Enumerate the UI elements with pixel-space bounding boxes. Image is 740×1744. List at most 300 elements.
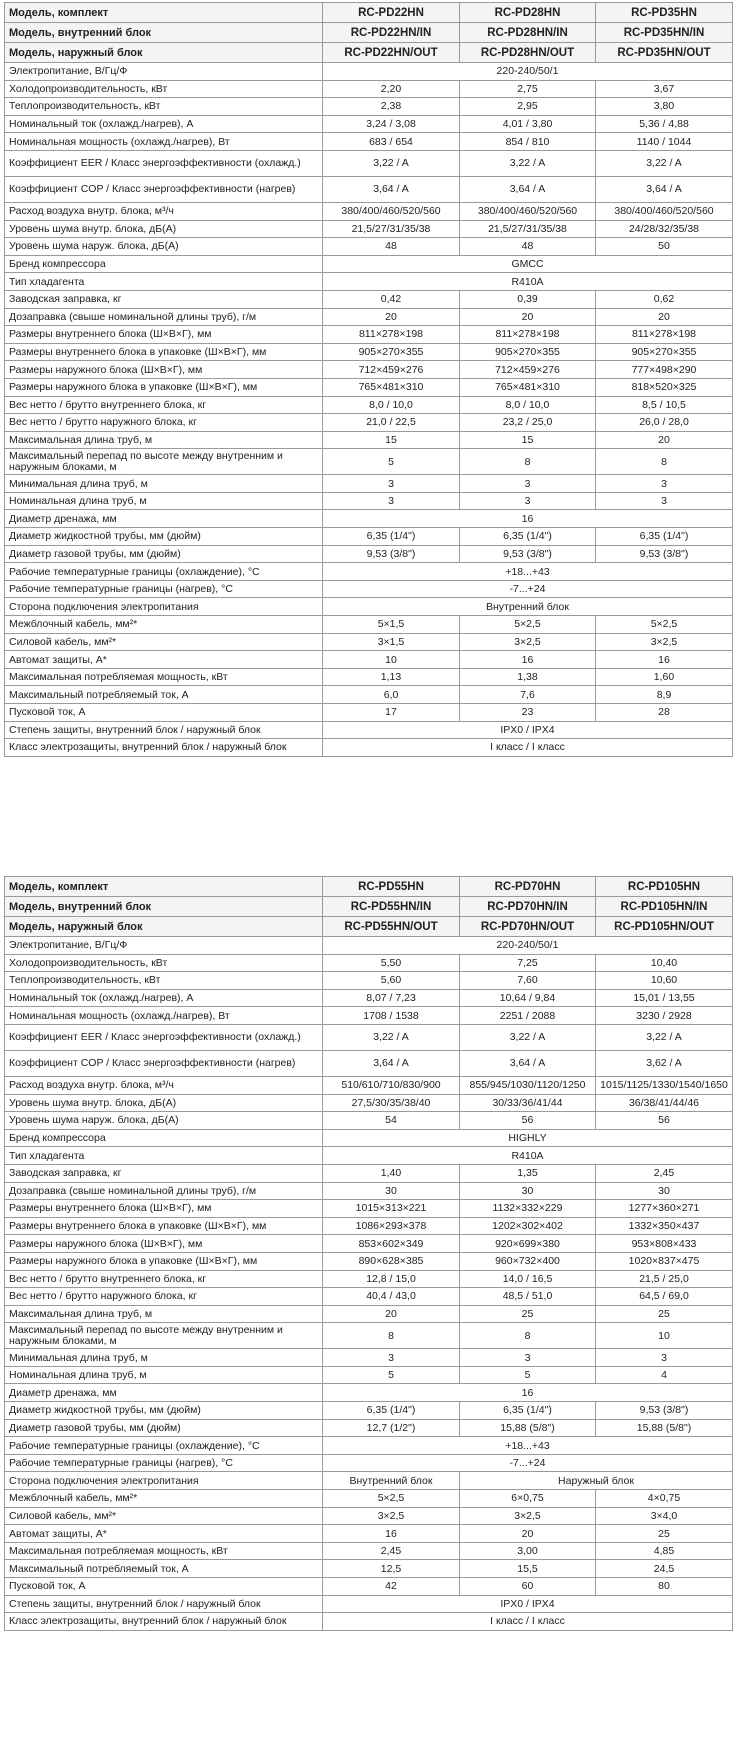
cell-value: 20 [460, 308, 596, 326]
row-label: Вес нетто / брутто внутреннего блока, кг [5, 1270, 323, 1288]
row-label: Тип хладагента [5, 273, 323, 291]
table-row [5, 308, 733, 326]
cell-value: 20 [596, 308, 733, 326]
cell-value: 3×2,5 [460, 633, 596, 651]
table-row [5, 238, 733, 256]
row-label: Уровень шума внутр. блока, дБ(А) [5, 1094, 323, 1112]
table-row [5, 1129, 733, 1147]
cell-value: +18...+43 [323, 563, 733, 581]
table-row [5, 1305, 733, 1323]
table-row [5, 1076, 733, 1094]
cell-value: 1,13 [323, 668, 460, 686]
cell-value: 54 [323, 1112, 460, 1130]
cell-value: 14,0 / 16,5 [460, 1270, 596, 1288]
model-name: RC-PD55HN/OUT [323, 917, 460, 937]
table-row [5, 954, 733, 972]
table-row [5, 1323, 733, 1349]
cell-value: 3 [323, 1349, 460, 1367]
table-row [5, 80, 733, 98]
cell-value: 1,35 [460, 1164, 596, 1182]
cell-value: 2,45 [596, 1164, 733, 1182]
row-label: Максимальный потребляемый ток, А [5, 1560, 323, 1578]
table-row [5, 1217, 733, 1235]
cell-value: 48,5 / 51,0 [460, 1288, 596, 1306]
table-row [5, 1578, 733, 1596]
cell-value: 9,53 (3/8") [323, 545, 460, 563]
cell-value: 3,22 / A [596, 150, 733, 176]
cell-value: 9,53 (3/8") [596, 545, 733, 563]
row-label: Дозаправка (свыше номинальной длины труб), г/м [5, 1182, 323, 1200]
cell-value: 3,24 / 3,08 [323, 115, 460, 133]
cell-value: Внутренний блок [323, 598, 733, 616]
table-row [5, 431, 733, 449]
row-label: Автомат защиты, А* [5, 651, 323, 669]
table-row [5, 704, 733, 722]
cell-value: 16 [323, 510, 733, 528]
cell-value: 3 [460, 475, 596, 493]
model-name: RC-PD70HN [460, 877, 596, 897]
header-label: Модель, комплект [5, 877, 323, 897]
cell-value: 6,35 (1/4") [460, 528, 596, 546]
row-label: Электропитание, В/Гц/Ф [5, 63, 323, 81]
table-row [5, 176, 733, 202]
cell-value: 5 [323, 449, 460, 475]
cell-value: 890×628×385 [323, 1252, 460, 1270]
cell-value: 1020×837×475 [596, 1252, 733, 1270]
cell-value: 3,64 / A [460, 1050, 596, 1076]
row-label: Номинальный ток (охлажд./нагрев), А [5, 115, 323, 133]
cell-value: 3×4,0 [596, 1507, 733, 1525]
row-label: Размеры наружного блока (Ш×В×Г), мм [5, 1235, 323, 1253]
table-row [5, 1402, 733, 1420]
cell-value: 1332×350×437 [596, 1217, 733, 1235]
cell-value: 3,22 / A [323, 150, 460, 176]
cell-value: 3,22 / A [460, 1024, 596, 1050]
row-label: Максимальный перепад по высоте между внутренним и наружным блоками, м [5, 449, 323, 475]
cell-value: 1708 / 1538 [323, 1007, 460, 1025]
table-row [5, 580, 733, 598]
cell-value: 5,60 [323, 972, 460, 990]
cell-value: 21,5 / 25,0 [596, 1270, 733, 1288]
cell-value: 905×270×355 [460, 343, 596, 361]
cell-value: -7...+24 [323, 580, 733, 598]
cell-value: 953×808×433 [596, 1235, 733, 1253]
cell-value: IPX0 / IPX4 [323, 721, 733, 739]
table-header-row [5, 877, 733, 897]
cell-value: R410A [323, 1147, 733, 1165]
table-row [5, 396, 733, 414]
cell-value: 1015/1125/1330/1540/1650 [596, 1076, 733, 1094]
header-label: Модель, наружный блок [5, 43, 323, 63]
cell-value: 5×2,5 [323, 1490, 460, 1508]
cell-value: 7,25 [460, 954, 596, 972]
header-label: Модель, комплект [5, 3, 323, 23]
cell-value: 5 [460, 1366, 596, 1384]
row-label: Электропитание, В/Гц/Ф [5, 937, 323, 955]
row-label: Максимальная потребляемая мощность, кВт [5, 668, 323, 686]
row-label: Сторона подключения электропитания [5, 598, 323, 616]
cell-value: 6,35 (1/4") [323, 1402, 460, 1420]
row-label: Диаметр жидкостной трубы, мм (дюйм) [5, 528, 323, 546]
table-row [5, 989, 733, 1007]
cell-value: 8,5 / 10,5 [596, 396, 733, 414]
cell-value: 21,0 / 22,5 [323, 414, 460, 432]
table-row [5, 1560, 733, 1578]
cell-value: 27,5/30/35/38/40 [323, 1094, 460, 1112]
cell-value: 3,00 [460, 1542, 596, 1560]
cell-value: 777×498×290 [596, 361, 733, 379]
cell-value: 380/400/460/520/560 [596, 202, 733, 220]
cell-value: 8 [460, 1323, 596, 1349]
row-label: Заводская заправка, кг [5, 290, 323, 308]
table-row [5, 528, 733, 546]
row-label: Рабочие температурные границы (охлаждение), °С [5, 563, 323, 581]
header-label: Модель, внутренний блок [5, 897, 323, 917]
row-label: Диаметр дренажа, мм [5, 1384, 323, 1402]
cell-value: 15,5 [460, 1560, 596, 1578]
cell-value: 3,22 / A [596, 1024, 733, 1050]
row-label: Максимальный потребляемый ток, А [5, 686, 323, 704]
cell-value: 3,22 / A [460, 150, 596, 176]
cell-value: 6,35 (1/4") [460, 1402, 596, 1420]
cell-value: 6,35 (1/4") [596, 528, 733, 546]
table-row [5, 721, 733, 739]
cell-value: HIGHLY [323, 1129, 733, 1147]
cell-value: 10,60 [596, 972, 733, 990]
cell-value: 30/33/36/41/44 [460, 1094, 596, 1112]
row-label: Рабочие температурные границы (охлаждение), °С [5, 1437, 323, 1455]
table-row [5, 563, 733, 581]
row-label: Максимальный перепад по высоте между внутренним и наружным блоками, м [5, 1323, 323, 1349]
row-label: Уровень шума наруж. блока, дБ(А) [5, 1112, 323, 1130]
cell-value: 510/610/710/830/900 [323, 1076, 460, 1094]
row-label: Пусковой ток, А [5, 1578, 323, 1596]
cell-value: 7,60 [460, 972, 596, 990]
model-name: RC-PD70HN/IN [460, 897, 596, 917]
cell-value: 4,85 [596, 1542, 733, 1560]
cell-value: 811×278×198 [596, 326, 733, 344]
cell-value: 853×602×349 [323, 1235, 460, 1253]
row-label: Бренд компрессора [5, 255, 323, 273]
cell-value: 48 [323, 238, 460, 256]
table-row [5, 361, 733, 379]
table-row [5, 220, 733, 238]
cell-value: 3×1,5 [323, 633, 460, 651]
model-name: RC-PD28HN [460, 3, 596, 23]
row-label: Максимальная потребляемая мощность, кВт [5, 1542, 323, 1560]
cell-value: 60 [460, 1578, 596, 1596]
cell-value: 20 [323, 308, 460, 326]
cell-value: 905×270×355 [596, 343, 733, 361]
model-name: RC-PD22HN [323, 3, 460, 23]
row-label: Размеры наружного блока в упаковке (Ш×В×Г), мм [5, 378, 323, 396]
cell-value: 1,40 [323, 1164, 460, 1182]
cell-value: 3,64 / A [596, 176, 733, 202]
table-row [5, 1050, 733, 1076]
table-row [5, 651, 733, 669]
row-label: Уровень шума наруж. блока, дБ(А) [5, 238, 323, 256]
row-label: Дозаправка (свыше номинальной длины труб), г/м [5, 308, 323, 326]
table-row [5, 1419, 733, 1437]
header-label: Модель, внутренний блок [5, 23, 323, 43]
row-label: Коэффициент EER / Класс энергоэффективности (охлажд.) [5, 1024, 323, 1050]
table-row [5, 1288, 733, 1306]
cell-value: 683 / 654 [323, 133, 460, 151]
model-name: RC-PD35HN [596, 3, 733, 23]
table-row [5, 1525, 733, 1543]
cell-value: 3 [596, 475, 733, 493]
row-label: Межблочный кабель, мм²* [5, 616, 323, 634]
row-label: Диаметр газовой трубы, мм (дюйм) [5, 545, 323, 563]
model-name: RC-PD22HN/IN [323, 23, 460, 43]
cell-value: 712×459×276 [323, 361, 460, 379]
cell-value: IPX0 / IPX4 [323, 1595, 733, 1613]
cell-value: 16 [323, 1384, 733, 1402]
cell-value: 23,2 / 25,0 [460, 414, 596, 432]
table-row [5, 63, 733, 81]
table-row [5, 545, 733, 563]
cell-value: 20 [596, 431, 733, 449]
cell-value: 64,5 / 69,0 [596, 1288, 733, 1306]
table-row [5, 1454, 733, 1472]
table-header-row [5, 3, 733, 23]
row-label: Размеры наружного блока в упаковке (Ш×В×Г), мм [5, 1252, 323, 1270]
cell-value: 8,0 / 10,0 [323, 396, 460, 414]
table-row [5, 633, 733, 651]
model-name: RC-PD35HN/IN [596, 23, 733, 43]
cell-value: 21,5/27/31/35/38 [460, 220, 596, 238]
cell-value: 3,22 / A [323, 1024, 460, 1050]
cell-value: 855/945/1030/1120/1250 [460, 1076, 596, 1094]
cell-value: Наружный блок [460, 1472, 733, 1490]
table-row [5, 378, 733, 396]
table-header-row [5, 917, 733, 937]
cell-value: 712×459×276 [460, 361, 596, 379]
cell-value: 30 [460, 1182, 596, 1200]
table-row [5, 255, 733, 273]
table-row [5, 273, 733, 291]
cell-value: 3,64 / A [323, 1050, 460, 1076]
cell-value: 5×2,5 [460, 616, 596, 634]
cell-value: 24,5 [596, 1560, 733, 1578]
row-label: Вес нетто / брутто наружного блока, кг [5, 414, 323, 432]
table-row [5, 1595, 733, 1613]
cell-value: 80 [596, 1578, 733, 1596]
row-label: Максимальная длина труб, м [5, 431, 323, 449]
row-label: Степень защиты, внутренний блок / наружный блок [5, 1595, 323, 1613]
row-label: Бренд компрессора [5, 1129, 323, 1147]
cell-value: 4×0,75 [596, 1490, 733, 1508]
cell-value: 50 [596, 238, 733, 256]
cell-value: 8 [323, 1323, 460, 1349]
table-row [5, 1112, 733, 1130]
table-row [5, 510, 733, 528]
cell-value: 30 [323, 1182, 460, 1200]
table-row [5, 616, 733, 634]
cell-value: 8,0 / 10,0 [460, 396, 596, 414]
table-row [5, 739, 733, 757]
cell-value: 3 [596, 1349, 733, 1367]
table-row [5, 1024, 733, 1050]
cell-value: 3,62 / A [596, 1050, 733, 1076]
cell-value: 8,07 / 7,23 [323, 989, 460, 1007]
row-label: Вес нетто / брутто наружного блока, кг [5, 1288, 323, 1306]
cell-value: GMCC [323, 255, 733, 273]
cell-value: 5×2,5 [596, 616, 733, 634]
cell-value: 0,42 [323, 290, 460, 308]
cell-value: 15 [323, 431, 460, 449]
row-label: Размеры внутреннего блока в упаковке (Ш×В×Г), мм [5, 343, 323, 361]
cell-value: 48 [460, 238, 596, 256]
table-row [5, 1270, 733, 1288]
row-label: Размеры внутреннего блока (Ш×В×Г), мм [5, 326, 323, 344]
cell-value: 36/38/41/44/46 [596, 1094, 733, 1112]
cell-value: 25 [596, 1305, 733, 1323]
model-name: RC-PD28HN/OUT [460, 43, 596, 63]
table-row [5, 686, 733, 704]
cell-value: 24/28/32/35/38 [596, 220, 733, 238]
cell-value: 2,75 [460, 80, 596, 98]
table-row [5, 343, 733, 361]
cell-value: 220-240/50/1 [323, 63, 733, 81]
table-header-row [5, 897, 733, 917]
row-label: Заводская заправка, кг [5, 1164, 323, 1182]
cell-value: 9,53 (3/8") [460, 545, 596, 563]
cell-value: 26,0 / 28,0 [596, 414, 733, 432]
row-label: Размеры внутреннего блока в упаковке (Ш×В×Г), мм [5, 1217, 323, 1235]
row-label: Коэффициент COP / Класс энергоэффективности (нагрев) [5, 1050, 323, 1076]
row-label: Расход воздуха внутр. блока, м³/ч [5, 202, 323, 220]
cell-value: 2251 / 2088 [460, 1007, 596, 1025]
row-label: Тип хладагента [5, 1147, 323, 1165]
row-label: Силовой кабель, мм²* [5, 633, 323, 651]
cell-value: 17 [323, 704, 460, 722]
spec-table-bottom [4, 876, 733, 1631]
spec-table-top [4, 2, 733, 757]
cell-value: 56 [596, 1112, 733, 1130]
cell-value: 818×520×325 [596, 378, 733, 396]
table-row [5, 1472, 733, 1490]
table-row [5, 972, 733, 990]
cell-value: 20 [460, 1525, 596, 1543]
cell-value: 3,67 [596, 80, 733, 98]
cell-value: 3 [596, 492, 733, 510]
row-label: Уровень шума внутр. блока, дБ(А) [5, 220, 323, 238]
cell-value: 854 / 810 [460, 133, 596, 151]
cell-value: 3×2,5 [596, 633, 733, 651]
row-label: Степень защиты, внутренний блок / наружный блок [5, 721, 323, 739]
cell-value: 5 [323, 1366, 460, 1384]
cell-value: 28 [596, 704, 733, 722]
table-row [5, 326, 733, 344]
cell-value: 21,5/27/31/35/38 [323, 220, 460, 238]
table-row [5, 1200, 733, 1218]
cell-value: 380/400/460/520/560 [460, 202, 596, 220]
cell-value: 811×278×198 [323, 326, 460, 344]
cell-value: 8 [460, 449, 596, 475]
row-label: Пусковой ток, А [5, 704, 323, 722]
row-label: Номинальная мощность (охлажд./нагрев), Вт [5, 133, 323, 151]
table-row [5, 1384, 733, 1402]
cell-value: 30 [596, 1182, 733, 1200]
row-label: Размеры наружного блока (Ш×В×Г), мм [5, 361, 323, 379]
cell-value: 960×732×400 [460, 1252, 596, 1270]
cell-value: 16 [323, 1525, 460, 1543]
table-row [5, 1507, 733, 1525]
row-label: Вес нетто / брутто внутреннего блока, кг [5, 396, 323, 414]
cell-value: +18...+43 [323, 1437, 733, 1455]
cell-value: 1,38 [460, 668, 596, 686]
row-label: Расход воздуха внутр. блока, м³/ч [5, 1076, 323, 1094]
cell-value: 8,9 [596, 686, 733, 704]
row-label: Минимальная длина труб, м [5, 475, 323, 493]
table-row [5, 1437, 733, 1455]
cell-value: 12,8 / 15,0 [323, 1270, 460, 1288]
model-name: RC-PD28HN/IN [460, 23, 596, 43]
table-row [5, 1366, 733, 1384]
row-label: Холодопроизводительность, кВт [5, 954, 323, 972]
table-row [5, 492, 733, 510]
row-label: Межблочный кабель, мм²* [5, 1490, 323, 1508]
table-row [5, 290, 733, 308]
row-label: Рабочие температурные границы (нагрев), °С [5, 580, 323, 598]
model-name: RC-PD105HN [596, 877, 733, 897]
cell-value: 10,40 [596, 954, 733, 972]
table-row [5, 1490, 733, 1508]
cell-value: 1086×293×378 [323, 1217, 460, 1235]
cell-value: 2,45 [323, 1542, 460, 1560]
cell-value: 3 [460, 1349, 596, 1367]
cell-value: 5×1,5 [323, 616, 460, 634]
model-name: RC-PD105HN/OUT [596, 917, 733, 937]
row-label: Сторона подключения электропитания [5, 1472, 323, 1490]
row-label: Силовой кабель, мм²* [5, 1507, 323, 1525]
table-row [5, 1182, 733, 1200]
table-row [5, 150, 733, 176]
cell-value: 15,88 (5/8") [596, 1419, 733, 1437]
row-label: Класс электрозащиты, внутренний блок / наружный блок [5, 1613, 323, 1631]
table-header-row [5, 23, 733, 43]
cell-value: 2,20 [323, 80, 460, 98]
table-row [5, 115, 733, 133]
cell-value: 3×2,5 [460, 1507, 596, 1525]
model-name: RC-PD105HN/IN [596, 897, 733, 917]
table-row [5, 414, 733, 432]
table-row [5, 133, 733, 151]
cell-value: 3 [460, 492, 596, 510]
cell-value: 5,50 [323, 954, 460, 972]
cell-value: 6×0,75 [460, 1490, 596, 1508]
cell-value: 15 [460, 431, 596, 449]
row-label: Автомат защиты, А* [5, 1525, 323, 1543]
cell-value: 811×278×198 [460, 326, 596, 344]
row-label: Теплопроизводительность, кВт [5, 98, 323, 116]
cell-value: 10,64 / 9,84 [460, 989, 596, 1007]
table-header-row [5, 43, 733, 63]
cell-value: I класс / I класс [323, 1613, 733, 1631]
cell-value: 8 [596, 449, 733, 475]
cell-value: I класс / I класс [323, 739, 733, 757]
table-row [5, 1613, 733, 1631]
row-label: Максимальная длина труб, м [5, 1305, 323, 1323]
row-label: Диаметр жидкостной трубы, мм (дюйм) [5, 1402, 323, 1420]
row-label: Минимальная длина труб, м [5, 1349, 323, 1367]
cell-value: 3,64 / A [323, 176, 460, 202]
cell-value: 9,53 (3/8") [596, 1402, 733, 1420]
row-label: Номинальная длина труб, м [5, 1366, 323, 1384]
cell-value: 12,5 [323, 1560, 460, 1578]
cell-value: 4,01 / 3,80 [460, 115, 596, 133]
